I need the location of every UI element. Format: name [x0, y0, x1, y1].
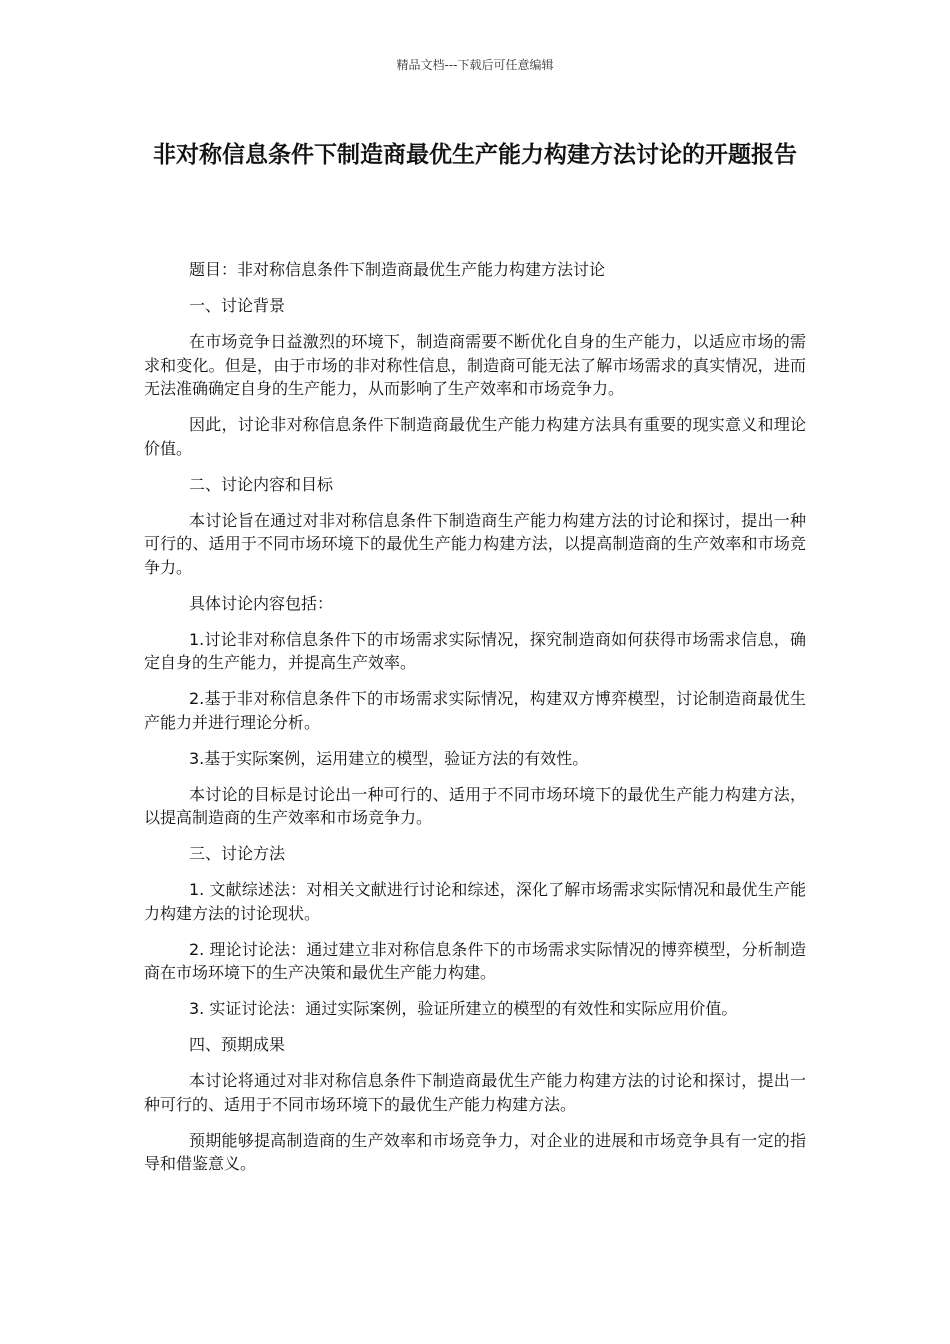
document-title: 非对称信息条件下制造商最优生产能力构建方法讨论的开题报告 [153, 142, 797, 168]
section-heading-outcomes: 四、预期成果 [189, 1035, 286, 1054]
list-item-method-2: 2. 理论讨论法：通过建立非对称信息条件下的市场需求实际情况的博弈模型，分析制造商在市场环境下的生产决策和最优生产能力构建。 [144, 939, 806, 982]
paragraph-aim: 本讨论旨在通过对非对称信息条件下制造商生产能力构建方法的讨论和探讨，提出一种可行的、适用于不同市场环境下的最优生产能力构建方法，以提高制造商的生产效率和市场竞争力。 [144, 510, 806, 577]
paragraph-outcome-2: 预期能够提高制造商的生产效率和市场竞争力，对企业的进展和市场竞争具有一定的指导和借鉴意义。 [144, 1130, 806, 1173]
section-heading-background: 一、讨论背景 [189, 296, 286, 315]
paragraph-outcome-1: 本讨论将通过对非对称信息条件下制造商最优生产能力构建方法的讨论和探讨，提出一种可行的、适用于不同市场环境下的最优生产能力构建方法。 [144, 1071, 806, 1114]
paragraph-content-intro: 具体讨论内容包括： [189, 593, 334, 613]
document-body [144, 258, 806, 1188]
section-heading-content-goals: 二、讨论内容和目标 [189, 474, 334, 494]
list-item-method-3: 3. 实证讨论法：通过实际案例，验证所建立的模型的有效性和实际应用价值。 [189, 999, 738, 1018]
section-heading-methods: 三、讨论方法 [189, 844, 286, 863]
paragraph-background: 在市场竞争日益激烈的环境下，制造商需要不断优化自身的生产能力，以适应市场的需求和变化。但是，由于市场的非对称性信息，制造商可能无法了解市场需求的真实情况，进而无法准确确定自身的生产能力，从而影响了生产效率和市场竞争力。 [144, 332, 806, 398]
topic-line: 题目：非对称信息条件下制造商最优生产能力构建方法讨论 [189, 260, 606, 279]
paragraph-significance: 因此，讨论非对称信息条件下制造商最优生产能力构建方法具有重要的现实意义和理论价值。 [144, 415, 806, 458]
list-item-content-1: 1.讨论非对称信息条件下的市场需求实际情况，探究制造商如何获得市场需求信息，确定自身的生产能力，并提高生产效率。 [144, 629, 806, 672]
page-header: 精品文档---下载后可任意编辑 [396, 58, 554, 72]
list-item-content-3: 3.基于实际案例，运用建立的模型，验证方法的有效性。 [189, 748, 589, 768]
list-item-method-1: 1. 文献综述法：对相关文献进行讨论和综述，深化了解市场需求实际情况和最优生产能力构建方法的讨论现状。 [144, 880, 806, 923]
paragraph-goal: 本讨论的目标是讨论出一种可行的、适用于不同市场环境下的最优生产能力构建方法，以提高制造商的生产效率和市场竞争力。 [144, 784, 806, 827]
list-item-content-2: 2.基于非对称信息条件下的市场需求实际情况，构建双方博弈模型，讨论制造商最优生产能力并进行理论分析。 [144, 689, 806, 732]
